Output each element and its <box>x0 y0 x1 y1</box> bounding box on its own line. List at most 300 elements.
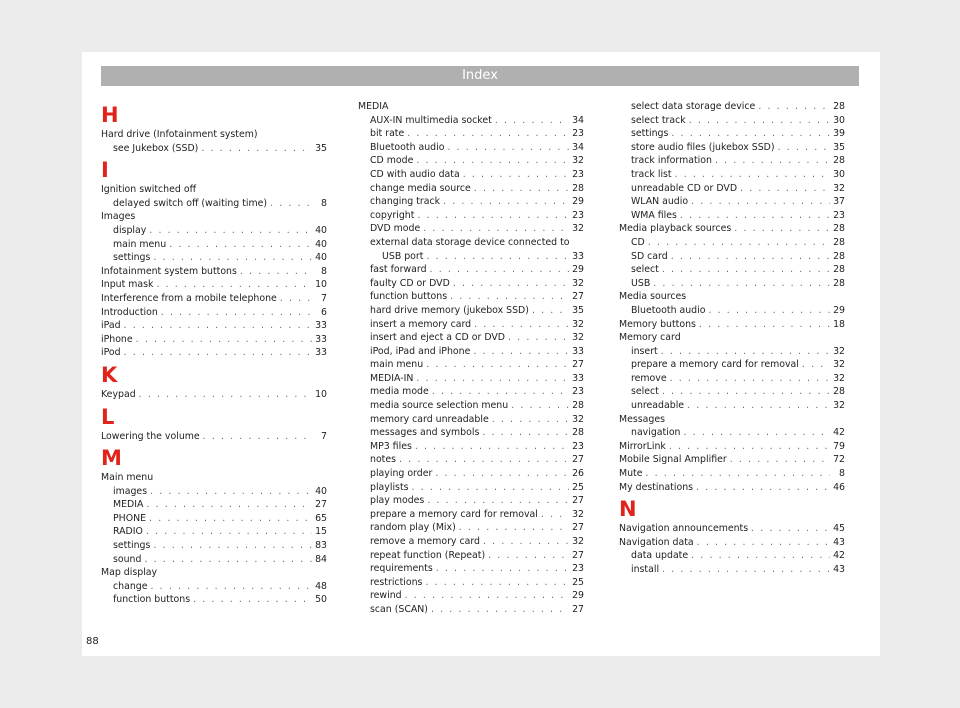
index-entry-label: USB port <box>382 250 424 262</box>
index-entry-label: DVD mode <box>370 223 421 235</box>
index-entry-label: insert and eject a CD or DVD <box>370 332 506 344</box>
dot-leader <box>280 292 312 306</box>
index-entry <box>358 494 584 508</box>
index-entry-page: 50 <box>315 594 327 606</box>
dot-leader <box>201 142 312 156</box>
index-section-letter: N <box>619 497 637 522</box>
index-entry-label: requirements <box>370 563 433 575</box>
index-entry-page: 23 <box>572 128 584 140</box>
index-entry-label: function buttons <box>113 594 191 606</box>
index-entry-page: 23 <box>572 440 584 452</box>
index-entry-label: Introduction <box>101 306 158 318</box>
index-section-letter: K <box>101 362 118 387</box>
index-entry <box>101 525 327 539</box>
index-entry-page: 28 <box>572 427 584 439</box>
index-entry-page: 28 <box>833 155 845 167</box>
dot-leader <box>645 467 830 481</box>
index-entry-page: 32 <box>572 277 584 289</box>
index-entry-label: bit rate <box>370 128 405 140</box>
index-entry-label: changing track <box>370 196 441 208</box>
dot-leader <box>150 485 312 499</box>
index-entry-page: 45 <box>833 523 845 535</box>
index-section-letter: I <box>101 158 109 183</box>
index-entry-label: select data storage device <box>631 101 756 112</box>
dot-leader <box>697 536 830 550</box>
index-entry <box>101 333 327 347</box>
index-entry <box>358 549 584 563</box>
index-entry-page: 27 <box>572 359 584 371</box>
dot-leader <box>691 195 830 209</box>
index-entry <box>358 345 584 359</box>
index-heading-label: Map display <box>101 567 158 579</box>
index-entry <box>101 593 327 607</box>
dot-leader <box>156 278 312 292</box>
index-entry-page: 28 <box>833 101 845 112</box>
index-entry <box>358 603 584 617</box>
index-entry <box>358 277 584 291</box>
index-entry <box>358 195 584 209</box>
index-entry-label: playlists <box>370 481 409 493</box>
index-entry-page: 7 <box>321 292 327 304</box>
dot-leader <box>751 522 830 536</box>
index-entry-label: copyright <box>370 209 415 221</box>
index-entry-page: 40 <box>315 252 327 264</box>
dot-leader <box>435 467 569 481</box>
index-entry <box>619 168 845 182</box>
index-heading-label: Main menu <box>101 472 154 484</box>
index-entry-page: 29 <box>572 196 584 208</box>
index-entry-page: 72 <box>833 454 845 466</box>
index-entry-label: playing order <box>370 468 433 480</box>
index-entry-page: 35 <box>572 304 584 316</box>
index-heading <box>619 331 845 345</box>
index-entry-page: 27 <box>572 522 584 534</box>
index-entry <box>619 195 845 209</box>
index-entry-label: remove <box>631 372 667 384</box>
index-entry-page: 39 <box>833 128 845 140</box>
index-entry-label: change media source <box>370 182 471 194</box>
index-entry-label: install <box>631 564 660 575</box>
index-entry-label: hard drive memory (jukebox SSD) <box>370 304 529 316</box>
index-heading <box>101 128 327 142</box>
index-entry-label: Keypad <box>101 388 136 400</box>
index-entry-page: 6 <box>321 306 327 318</box>
dot-leader <box>495 114 569 128</box>
index-entry-label: navigation <box>631 427 681 439</box>
index-entry-label: Media playback sources <box>619 223 732 235</box>
dot-leader <box>662 385 830 399</box>
index-entry <box>358 508 584 522</box>
dot-leader <box>671 250 830 264</box>
dot-leader <box>193 593 312 607</box>
index-entry <box>101 251 327 265</box>
index-entry-page: 30 <box>833 168 845 180</box>
index-entry <box>619 318 845 332</box>
index-entry <box>358 372 584 386</box>
dot-leader <box>778 141 830 155</box>
dot-leader <box>423 222 569 236</box>
index-entry <box>101 346 327 360</box>
index-heading-label: Ignition switched off <box>101 184 197 196</box>
index-entry-label: track information <box>631 155 712 167</box>
index-entry <box>358 358 584 372</box>
index-entry-page: 8 <box>839 468 845 480</box>
index-entry-label: CD mode <box>370 155 414 167</box>
index-entry-page: 43 <box>833 536 845 548</box>
index-entry <box>619 141 845 155</box>
dot-leader <box>473 345 569 359</box>
index-heading-label: Media sources <box>619 291 687 303</box>
dot-leader <box>669 440 830 454</box>
index-entry-page: 28 <box>833 223 845 235</box>
index-entry <box>619 563 845 577</box>
index-entry <box>619 549 845 563</box>
index-entry-label: SD card <box>631 250 668 262</box>
index-entry-label: repeat function (Repeat) <box>370 549 486 561</box>
index-entry <box>101 238 327 252</box>
index-entry-label: data update <box>631 550 689 562</box>
index-entry-page: 32 <box>833 359 845 371</box>
dot-leader <box>146 525 312 539</box>
index-entry-label: Interference from a mobile telephone <box>101 292 277 304</box>
index-entry-page: 28 <box>833 277 845 289</box>
index-entry <box>358 385 584 399</box>
index-entry-label: fast forward <box>370 264 427 276</box>
index-entry-label: see Jukebox (SSD) <box>113 142 199 154</box>
index-entry <box>619 536 845 550</box>
index-heading <box>358 100 584 114</box>
dot-leader <box>153 251 312 265</box>
index-entry <box>619 440 845 454</box>
dot-leader <box>488 549 569 563</box>
index-entry <box>358 331 584 345</box>
index-entry-label: MirrorLink <box>619 440 666 452</box>
dot-leader <box>691 549 830 563</box>
index-entry-label: iPod, iPad and iPhone <box>370 345 471 357</box>
index-entry-page: 28 <box>833 250 845 262</box>
index-heading-label: Images <box>101 211 136 223</box>
index-entry-label: Navigation data <box>619 536 694 548</box>
dot-leader <box>675 168 830 182</box>
index-entry <box>101 319 327 333</box>
index-entry <box>619 345 845 359</box>
index-entry-page: 40 <box>315 224 327 236</box>
index-entry <box>619 358 845 372</box>
dot-leader <box>508 331 569 345</box>
index-entry-page: 29 <box>572 590 584 602</box>
index-entry <box>619 236 845 250</box>
index-entry <box>358 304 584 318</box>
index-entry-page: 27 <box>572 291 584 303</box>
dot-leader <box>417 209 569 223</box>
dot-leader <box>146 498 312 512</box>
dot-leader <box>708 304 830 318</box>
dot-leader <box>730 453 830 467</box>
dot-leader <box>450 290 569 304</box>
index-entry-label: settings <box>113 540 151 552</box>
index-entry <box>101 197 327 211</box>
index-heading <box>101 183 327 197</box>
index-entry-page: 43 <box>833 564 845 575</box>
index-heading <box>101 566 327 580</box>
index-entry-page: 8 <box>321 265 327 277</box>
index-entry-page: 30 <box>833 114 845 126</box>
index-entry-page: 48 <box>315 580 327 592</box>
index-entry <box>358 413 584 427</box>
index-entry-label: PHONE <box>113 512 147 524</box>
index-entry-label: images <box>113 485 148 497</box>
index-entry <box>101 580 327 594</box>
index-heading <box>619 413 845 427</box>
index-entry-label: store audio files (jukebox SSD) <box>631 141 775 153</box>
index-entry <box>358 467 584 481</box>
index-entry-label: memory card unreadable <box>370 413 489 425</box>
index-heading-label: Messages <box>619 413 665 425</box>
index-entry-label: My destinations <box>619 481 694 493</box>
dot-leader <box>483 535 569 549</box>
index-entry-label: change <box>113 580 148 592</box>
index-entry-page: 18 <box>833 318 845 330</box>
dot-leader <box>124 346 312 360</box>
index-entry <box>358 453 584 467</box>
index-entry <box>619 127 845 141</box>
index-entry-label: iPad <box>101 320 121 332</box>
index-entry <box>358 535 584 549</box>
dot-leader <box>532 304 569 318</box>
dot-leader <box>149 512 312 526</box>
index-entry-label: unreadable <box>631 400 685 412</box>
dot-leader <box>153 539 312 553</box>
index-entry-page: 23 <box>572 168 584 180</box>
index-entry-label: settings <box>113 252 151 264</box>
index-entry-label: prepare a memory card for removal <box>370 508 538 520</box>
index-entry <box>619 304 845 318</box>
index-entry-page: 15 <box>315 526 327 538</box>
index-entry-label: Bluetooth audio <box>370 141 445 153</box>
page-header: Index <box>101 66 859 86</box>
index-entry-label: messages and symbols <box>370 427 480 439</box>
index-entry <box>358 263 584 277</box>
index-entry-label: CD <box>631 236 645 248</box>
index-heading <box>358 236 584 250</box>
dot-leader <box>416 372 569 386</box>
index-entry <box>619 277 845 291</box>
index-entry-label: function buttons <box>370 291 448 303</box>
dot-leader <box>169 238 312 252</box>
index-entry-page: 27 <box>315 499 327 511</box>
dot-leader <box>463 168 569 182</box>
index-entry-label: notes <box>370 454 397 466</box>
index-entry-page: 23 <box>572 386 584 398</box>
index-entry <box>358 481 584 495</box>
index-entry-label: media source selection menu <box>370 400 509 412</box>
index-entry <box>101 430 327 444</box>
index-entry-label: RADIO <box>113 526 143 538</box>
index-entry-label: display <box>113 224 147 236</box>
index-entry <box>101 265 327 279</box>
index-entry-page: 32 <box>572 332 584 344</box>
index-entry-page: 46 <box>833 481 845 493</box>
index-entry-label: media mode <box>370 386 429 398</box>
index-section-letter: L <box>101 404 115 429</box>
index-entry-label: settings <box>631 128 669 140</box>
index-entry-page: 23 <box>833 209 845 221</box>
index-entry-label: play modes <box>370 495 425 507</box>
index-section-letter: M <box>101 446 122 471</box>
dot-leader <box>416 154 569 168</box>
index-entry-page: 25 <box>572 576 584 588</box>
index-entry-page: 28 <box>572 400 584 412</box>
dot-leader <box>426 250 569 264</box>
index-entry <box>358 114 584 128</box>
index-entry <box>358 127 584 141</box>
index-entry-page: 35 <box>315 142 327 154</box>
index-entry-page: 10 <box>315 388 327 400</box>
index-entry-label: MP3 files <box>370 440 412 452</box>
index-entry-label: Input mask <box>101 279 154 291</box>
index-entry-label: iPhone <box>101 333 133 345</box>
index-entry-page: 7 <box>321 430 327 442</box>
index-heading-label: Memory card <box>619 332 681 344</box>
index-entry-label: AUX-IN multimedia socket <box>370 114 492 126</box>
index-entry-label: restrictions <box>370 576 423 588</box>
index-entry <box>358 589 584 603</box>
index-entry-label: Bluetooth audio <box>631 304 706 316</box>
index-heading-label: Hard drive (Infotainment system) <box>101 129 258 140</box>
index-section-letter: H <box>101 103 119 127</box>
index-entry-page: 33 <box>315 347 327 359</box>
dot-leader <box>689 114 830 128</box>
dot-leader <box>474 182 569 196</box>
index-entry-page: 84 <box>315 553 327 565</box>
index-entry-page: 27 <box>572 549 584 561</box>
dot-leader <box>270 197 312 211</box>
index-entry <box>358 440 584 454</box>
index-entry-label: remove a memory card <box>370 536 480 547</box>
index-entry <box>101 142 327 156</box>
dot-leader <box>203 430 312 444</box>
dot-leader <box>696 481 830 495</box>
dot-leader <box>139 388 312 402</box>
dot-leader <box>662 263 830 277</box>
index-entry-page: 33 <box>572 372 584 384</box>
index-column-2 <box>358 100 584 617</box>
index-entry-page: 83 <box>315 540 327 552</box>
index-entry-label: Mobile Signal Amplifier <box>619 454 727 466</box>
index-entry <box>358 576 584 590</box>
index-entry-page: 32 <box>572 223 584 235</box>
dot-leader <box>149 224 312 238</box>
index-entry-label: sound <box>113 553 142 565</box>
dot-leader <box>758 100 830 114</box>
index-entry-page: 33 <box>572 345 584 357</box>
dot-leader <box>432 385 569 399</box>
index-entry-label: WMA files <box>631 209 677 221</box>
index-entry-page: 27 <box>572 603 584 615</box>
index-entry-label: main menu <box>370 359 424 371</box>
dot-leader <box>687 399 830 413</box>
index-entry-label: WLAN audio <box>631 196 689 208</box>
dot-leader <box>426 358 569 372</box>
index-entry-page: 37 <box>833 196 845 208</box>
dot-leader <box>648 236 830 250</box>
dot-leader <box>670 372 830 386</box>
dot-leader <box>427 494 569 508</box>
dot-leader <box>684 426 831 440</box>
index-entry <box>619 426 845 440</box>
index-entry-label: scan (SCAN) <box>370 603 428 615</box>
index-entry <box>619 100 845 114</box>
dot-leader <box>415 440 569 454</box>
page-number: 88 <box>86 636 99 647</box>
index-entry <box>619 182 845 196</box>
index-entry <box>101 512 327 526</box>
index-entry-page: 10 <box>315 279 327 291</box>
index-entry-page: 32 <box>572 155 584 167</box>
index-entry-page: 27 <box>572 454 584 466</box>
index-entry-page: 8 <box>321 197 327 209</box>
index-heading-label: external data storage device connected to <box>370 236 570 248</box>
index-entry-label: prepare a memory card for removal <box>631 359 799 371</box>
index-entry-label: Memory buttons <box>619 318 696 330</box>
index-entry-label: unreadable CD or DVD <box>631 182 738 194</box>
dot-leader <box>412 481 569 495</box>
index-entry-label: select track <box>631 114 686 126</box>
index-entry-label: delayed switch off (waiting time) <box>113 197 268 209</box>
index-entry <box>619 467 845 481</box>
dot-leader <box>405 589 569 603</box>
index-entry <box>358 168 584 182</box>
index-entry-page: 28 <box>833 236 845 248</box>
index-entry-label: Infotainment system buttons <box>101 265 237 277</box>
dot-leader <box>407 127 569 141</box>
index-entry <box>619 250 845 264</box>
index-entry-page: 23 <box>572 209 584 221</box>
index-entry-label: faulty CD or DVD <box>370 277 450 289</box>
dot-leader <box>740 182 830 196</box>
index-entry <box>358 250 584 264</box>
index-entry-page: 40 <box>315 485 327 497</box>
index-entry-label: USB <box>631 277 651 289</box>
index-entry-page: 42 <box>833 550 845 562</box>
index-entry-label: select <box>631 386 659 398</box>
index-entry-label: insert <box>631 345 658 357</box>
index-entry <box>619 522 845 536</box>
index-entry-page: 27 <box>572 495 584 507</box>
dot-leader <box>653 277 830 291</box>
dot-leader <box>430 263 569 277</box>
dot-leader <box>699 318 830 332</box>
index-entry <box>619 399 845 413</box>
index-entry-page: 35 <box>833 141 845 153</box>
dot-leader <box>492 413 569 427</box>
index-entry <box>101 553 327 567</box>
index-entry-page: 29 <box>572 264 584 276</box>
index-entry <box>101 306 327 320</box>
index-entry <box>358 521 584 535</box>
index-entry <box>358 562 584 576</box>
index-entry <box>619 481 845 495</box>
index-entry-label: iPod <box>101 347 121 359</box>
index-entry-page: 33 <box>572 250 584 262</box>
index-entry-page: 40 <box>315 238 327 250</box>
index-entry <box>358 290 584 304</box>
dot-leader <box>240 265 312 279</box>
dot-leader <box>474 318 569 332</box>
index-entry-page: 32 <box>572 318 584 330</box>
index-heading-label: MEDIA <box>358 101 389 112</box>
dot-leader <box>662 563 830 577</box>
